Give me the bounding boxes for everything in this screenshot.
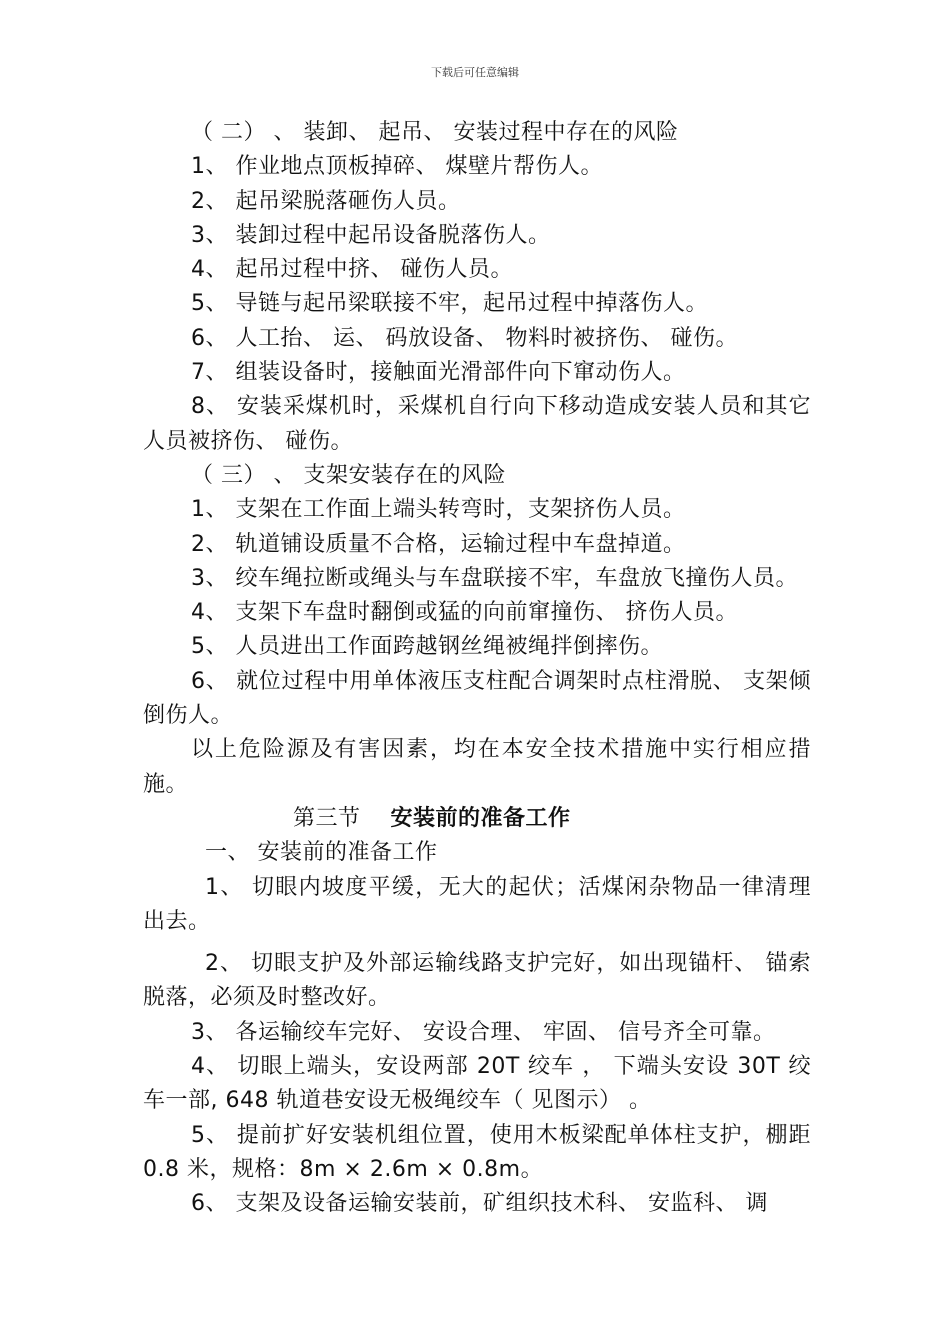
list-item: 5、 人员进出工作面跨越钢丝绳被绳拌倒摔伤。 [191, 634, 663, 660]
list-item: 3、 装卸过程中起吊设备脱落伤人。 [191, 222, 551, 248]
chapter-number: 第三节 [293, 805, 361, 831]
list-item: 8、 安装采煤机时，采煤机自行向下移动造成安装人员和其它人员被挤伤、 碰伤。 [143, 394, 811, 454]
list-item: 2、 切眼支护及外部运输线路支护完好，如出现锚杆、 锚索脱落，必须及时整改好。 [143, 951, 811, 1011]
list-item: 6、 支架及设备运输安装前，矿组织技术科、 安监科、 调 [191, 1191, 768, 1217]
list-item: 1、 切眼内坡度平缓，无大的起伏；活煤闲杂物品一律清理出去。 [143, 874, 811, 934]
list-item: 3、 各运输绞车完好、 安设合理、 牢固、 信号齐全可靠。 [191, 1019, 776, 1045]
list-item: 1、 支架在工作面上端头转弯时，支架挤伤人员。 [191, 497, 686, 523]
document-body [143, 116, 811, 1222]
list-item: 5、 提前扩好安装机组位置，使用木板梁配单体柱支护，棚距 0.8 米，规格：8m × 2.6m × 0.8m。 [143, 1122, 811, 1182]
list-item: 4、 起吊过程中挤、 碰伤人员。 [191, 257, 513, 283]
list-item: 7、 组装设备时，接触面光滑部件向下窜动伤人。 [191, 360, 686, 386]
chapter-heading [143, 802, 811, 836]
list-item: 1、 作业地点顶板掉碎、 煤壁片帮伤人。 [191, 154, 603, 180]
list-item: 6、 就位过程中用单体液压支柱配合调架时点柱滑脱、 支架倾倒伤人。 [143, 668, 811, 729]
section-title: （ 三） 、 支架安装存在的风险 [191, 462, 506, 488]
subsection-title: 一、 安装前的准备工作 [205, 840, 438, 866]
list-item: 2、 轨道铺设质量不合格，运输过程中车盘掉道。 [191, 531, 686, 557]
list-item: 6、 人工抬、 运、 码放设备、 物料时被挤伤、 碰伤。 [191, 325, 738, 351]
page-header: 下载后可任意编辑 [431, 66, 519, 79]
summary-paragraph: 以上危险源及有害因素，均在本安全技术措施中实行相应措施。 [143, 737, 811, 797]
list-item: 5、 导链与起吊梁联接不牢，起吊过程中掉落伤人。 [191, 291, 708, 317]
list-item: 4、 切眼上端头，安设两部 20T 绞车 ， 下端头安设 30T 绞车一部, 648 轨道巷安设无极绳绞车（ 见图示） 。 [143, 1054, 811, 1114]
list-item: 4、 支架下车盘时翻倒或猛的向前窜撞伤、 挤伤人员。 [191, 600, 738, 626]
chapter-title: 安装前的准备工作 [390, 805, 571, 831]
list-item: 2、 起吊梁脱落砸伤人员。 [191, 188, 461, 214]
section-title: （ 二） 、 装卸、 起吊、 安装过程中存在的风险 [191, 120, 679, 145]
list-item: 3、 绞车绳拉断或绳头与车盘联接不牢，车盘放飞撞伤人员。 [191, 565, 798, 591]
